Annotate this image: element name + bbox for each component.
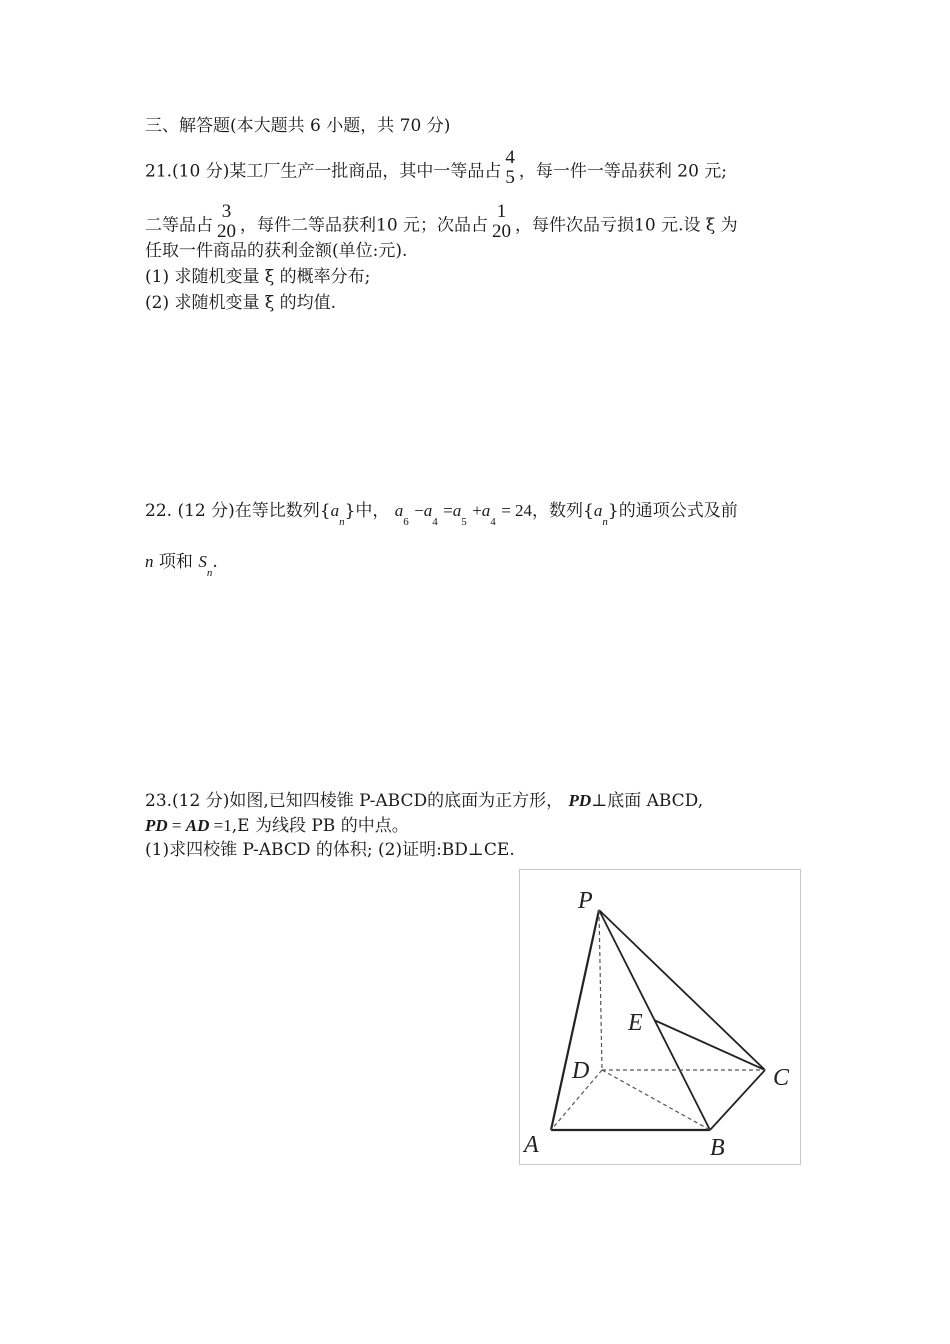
q23-line3: (1)求四校锥 P-ABCD 的体积; (2)证明:BD⊥CE. [145,840,515,860]
label-E: E [628,1010,643,1036]
q22-S-sub: n [206,567,213,579]
q21-part2: (2) 求随机变量 ξ 的均值. [145,293,337,313]
q22-sub4: 4 [432,516,438,528]
q22-plus: + [472,501,482,520]
q22-a: a [330,501,340,520]
q23-eq-pd: PD [145,816,168,835]
frac-denominator: 5 [505,166,515,188]
q22-line2 [145,552,218,579]
q22-sub5: 5 [461,516,467,528]
label-P: P [578,888,593,914]
label-D: D [572,1058,590,1084]
q22-a2: a [593,501,603,520]
q21-text-b: ，每一件一等品获利 20 元; [518,161,728,182]
q22-n-sub: n [339,516,345,528]
q22-eq2: = 24 [501,501,533,520]
label-A: A [524,1132,539,1158]
frac-denominator: 20 [217,220,236,242]
frac-numerator: 1 [496,201,507,222]
frac-denominator: 20 [492,220,512,242]
edge-BC [710,1070,765,1130]
q23-line2-b: ,E 为线段 PB 的中点。 [231,816,409,836]
q23-pd: PD [568,791,592,810]
q22-sub4b: 4 [490,516,496,528]
q21-line2 [145,201,738,246]
q22-tail: }的通项公式及前 [607,501,738,521]
q22-a5: a [452,501,462,520]
diagonal-DB [602,1070,710,1130]
edge-PD [599,910,602,1070]
q23-line2 [145,817,409,835]
q22-line2-end: . [212,552,218,572]
q22-n-sub2: n [602,516,608,528]
pyramid-figure [519,869,801,1165]
q22-mid2: ，数列{ [532,501,594,521]
q22-S: S [198,552,207,571]
q22-n: n [145,552,154,571]
q21-text-d: ，每件二等品获利10 元；次品占 [240,215,489,236]
q23-eq-ad: AD [185,816,210,835]
q22-sub6: 6 [403,516,409,528]
pyramid-diagram [520,870,802,1166]
q22-a6: a [394,501,404,520]
q23-line1 [145,792,703,810]
q21-line1 [145,147,728,192]
segment-EC [654,1020,765,1070]
fraction-four-fifths [504,148,516,188]
q21-text-c: 二等品占 [145,215,213,236]
label-B: B [710,1135,725,1161]
q22-mid1: }中， [344,501,390,521]
edge-PC [599,910,765,1070]
q21-part1: (1) 求随机变量 ξ 的概率分布; [145,267,371,287]
section-heading: 三、解答题(本大题共 6 小题，共 70 分) [145,116,451,136]
q23-text-b: ⊥底面 ABCD, [591,791,704,811]
q23-eq-mid: = [167,816,186,835]
q21-text-a: 21.(10 分)某工厂生产一批商品，其中一等品占 [145,161,502,182]
q22-prefix: 22. (12 分)在等比数列{ [145,501,331,521]
q22-line1 [145,501,738,528]
q22-a4b: a [481,501,491,520]
label-C: C [773,1065,790,1091]
q21-line3: 任取一件商品的获利金额(单位:元). [145,241,408,261]
q23-text-a: 23.(12 分)如图,已知四棱锥 P-ABCD的底面为正方形， [145,791,564,811]
q23-eq-rhs: =1 [209,816,232,835]
fraction-one-twentieth [491,202,512,242]
q22-minus: − [414,501,424,520]
fraction-three-twentieths [216,202,237,242]
frac-numerator: 4 [505,147,515,168]
q22-eq1: = [443,501,453,520]
q22-a4: a [423,501,433,520]
q21-text-e: ，每件次品亏损10 元.设 ξ 为 [515,215,738,236]
edge-PA [551,910,599,1130]
frac-numerator: 3 [221,201,232,222]
q22-line2-text: 项和 [153,552,199,572]
